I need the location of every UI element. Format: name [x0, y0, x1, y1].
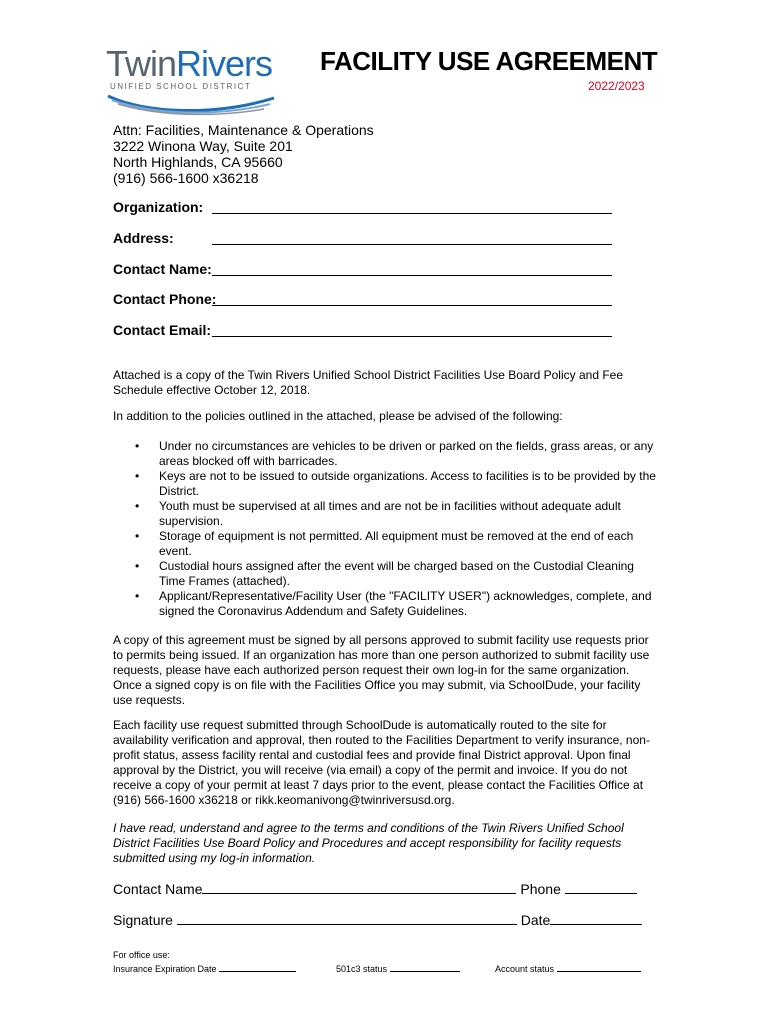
acknowledgement-paragraph: I have read, understand and agree to the terms and conditions of the Twin Rivers Unified School District Facilities Use Board Policy and Procedures and accept responsibility for facility requests submitted using my log-in information.: [113, 821, 624, 865]
account-status-field[interactable]: [557, 962, 641, 972]
address-line: 3222 Winona Way, Suite 201: [113, 138, 293, 154]
logo-word-twin: Twin: [106, 43, 177, 84]
contact-name-sign-row: [113, 879, 637, 897]
contact-email-label: Contact Email:: [113, 322, 212, 338]
logo-subtitle: UNIFIED SCHOOL DISTRICT: [110, 82, 252, 91]
district-logo: [106, 44, 278, 120]
organization-field[interactable]: [212, 213, 612, 214]
signature-field[interactable]: [177, 910, 517, 925]
insurance-expiration: [113, 962, 296, 974]
list-item: • Applicant/Representative/Facility User (the "FACILITY USER") acknowledges, complete, and signed the Coronavirus Addendum and Safety Guidelines.: [159, 589, 658, 619]
status-501c3-label: 501c3 status: [336, 964, 388, 974]
sign-contact-name-label: Contact Name: [113, 881, 203, 897]
list-item: • Keys are not to be issued to outside organizations. Access to facilities is to be provided by the District.: [159, 469, 658, 499]
date-field[interactable]: [550, 910, 642, 925]
signing-paragraph: A copy of this agreement must be signed by all persons approved to submit facility use requests prior to permits being issued. If an organization has more than one person authorized to submit facility use requests, please have each authorized person request their own log-in for the same organization. Once a signed copy is on file with the Facilities Office you may submit, via SchoolDude, your facility use requests.: [113, 633, 650, 707]
list-item: • Custodial hours assigned after the event will be charged based on the Custodial Cleaning Time Frames (attached).: [159, 559, 658, 589]
account-status-label: Account status: [495, 964, 555, 974]
contact-phone-field[interactable]: [212, 305, 612, 306]
address-field[interactable]: [212, 244, 612, 245]
account-status: [495, 962, 641, 974]
address-label: Address:: [113, 230, 174, 246]
logo-word-rivers: Rivers: [176, 43, 273, 84]
advisory-intro: In addition to the policies outlined in the attached, please be advised of the following:: [113, 409, 563, 423]
page-title: FACILITY USE AGREEMENT: [320, 46, 658, 76]
contact-phone-label: Contact Phone:: [113, 291, 217, 307]
logo-wordmark: [106, 44, 272, 84]
sign-phone-label: Phone: [520, 881, 561, 897]
list-item: • Storage of equipment is not permitted. All equipment must be removed at the end of each event.: [159, 529, 658, 559]
status-501c3-field[interactable]: [390, 962, 460, 972]
river-swoosh-icon: [106, 88, 278, 118]
routing-paragraph: Each facility use request submitted through SchoolDude is automatically routed to the site for availability verification and approval, then routed to the Facilities Department to verify insurance, non-profit status, assess facility rental and custodial fees and provide final District approval. Upon final approval by the District, you will receive (via email) a copy of the permit and invoice. If you do not receive a copy of your permit at least 7 days prior to the event, please contact the Facilities Office at (916) 566-1600 x36218 or rikk.keomanivong@twinriversusd.org.: [113, 718, 650, 807]
contact-name-field[interactable]: [212, 275, 612, 276]
policy-paragraph: Attached is a copy of the Twin Rivers Unified School District Facilities Use Board Policy and Fee Schedule effective October 12, 2018.: [113, 368, 623, 397]
attn-line: Attn: Facilities, Maintenance & Operations: [113, 122, 374, 138]
signature-row: [113, 910, 642, 928]
status-501c3: [336, 962, 460, 974]
phone-line: (916) 566-1600 x36218: [113, 170, 259, 186]
insurance-field[interactable]: [219, 962, 296, 972]
list-item: • Youth must be supervised at all times and are not be in facilities without adequate adult supervision.: [159, 499, 658, 529]
policy-list: [113, 439, 658, 619]
contact-name-label: Contact Name:: [113, 261, 212, 277]
insurance-label: Insurance Expiration Date: [113, 964, 217, 974]
organization-label: Organization:: [113, 199, 204, 215]
date-label: Date: [520, 912, 551, 928]
agreement-year: 2022/2023: [588, 79, 645, 93]
sign-contact-name-field[interactable]: [202, 879, 516, 894]
office-use-heading: For office use:: [113, 950, 170, 960]
signature-label: Signature: [113, 912, 173, 928]
list-item: • Under no circumstances are vehicles to be driven or parked on the fields, grass areas, or any areas blocked off with barricades.: [159, 439, 658, 469]
contact-email-field[interactable]: [212, 336, 612, 337]
sign-phone-field[interactable]: [565, 879, 637, 894]
city-line: North Highlands, CA 95660: [113, 154, 283, 170]
